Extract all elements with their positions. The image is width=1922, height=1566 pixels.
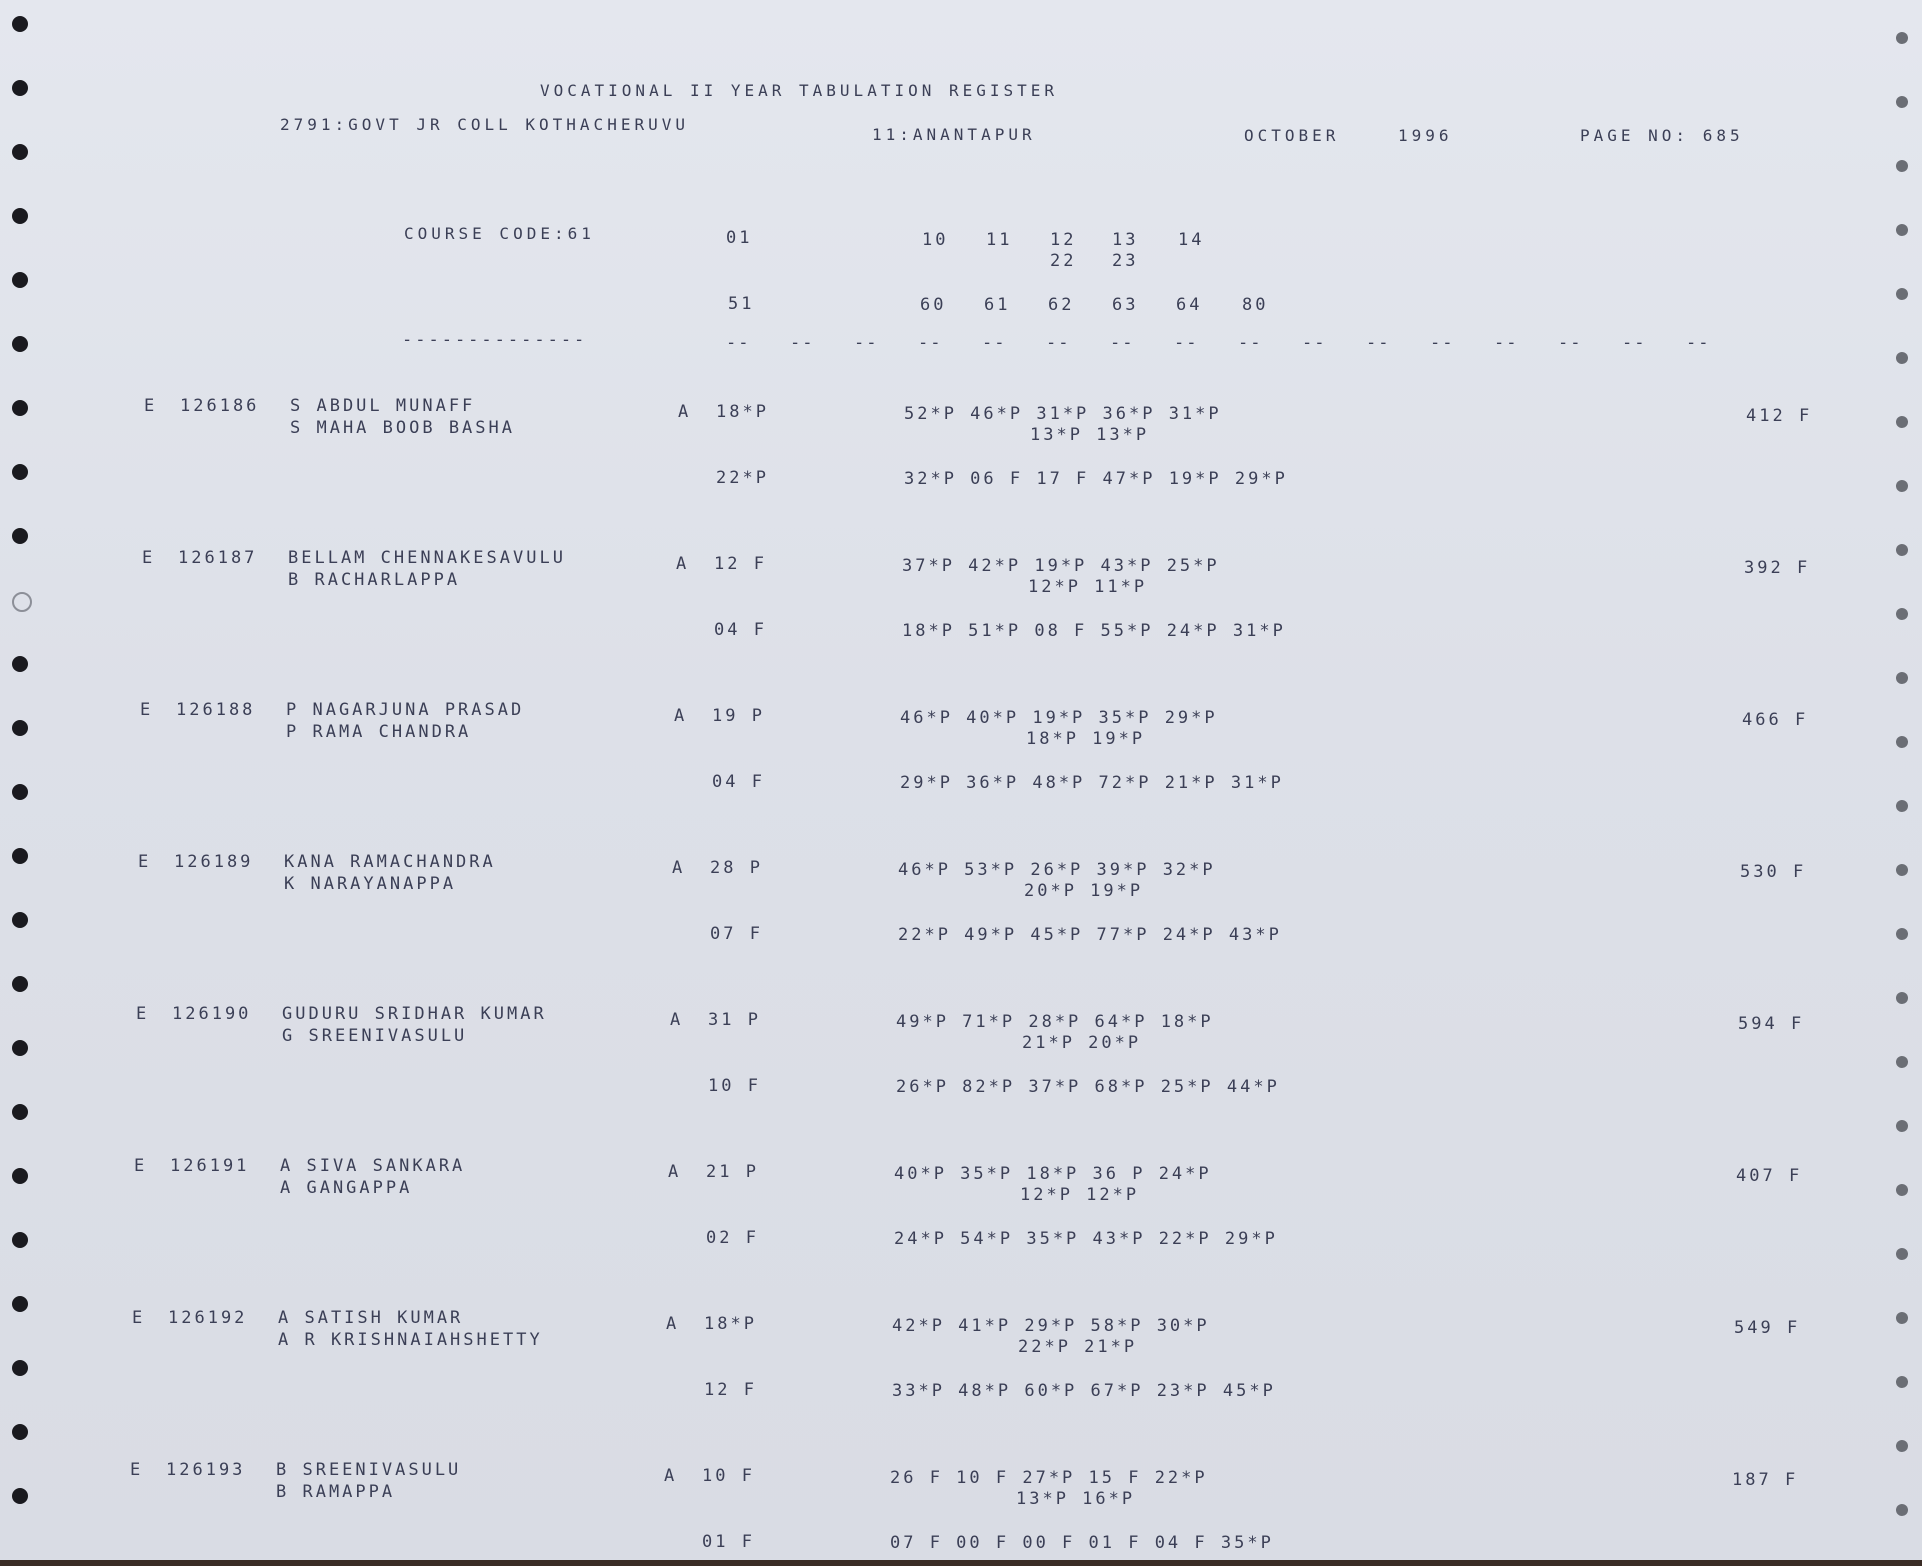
subject-subcode: 23 xyxy=(1112,251,1139,271)
part2-marks: 02 F xyxy=(706,1228,759,1248)
punch-hole-icon xyxy=(1896,1376,1908,1388)
punch-hole-icon xyxy=(12,1424,28,1440)
punch-hole-icon xyxy=(12,1168,28,1184)
total-result: 594 F xyxy=(1738,1014,1805,1034)
subject-marks: 42*P 41*P 29*P 58*P 30*P xyxy=(892,1316,1210,1336)
right-tractor-holes xyxy=(1872,0,1922,1560)
subject-code: 61 xyxy=(984,295,1011,315)
subject-code: 60 xyxy=(920,295,947,315)
total-result: 549 F xyxy=(1734,1318,1801,1338)
subject-marks: 46*P 40*P 19*P 35*P 29*P xyxy=(900,708,1218,728)
column-separator: -- xyxy=(854,333,879,353)
roll-number: 126190 xyxy=(172,1004,252,1024)
subject-marks: 37*P 42*P 19*P 43*P 25*P xyxy=(902,556,1220,576)
punch-hole-icon xyxy=(1896,800,1908,812)
subject-marks-2: 22*P 49*P 45*P 77*P 24*P 43*P xyxy=(898,925,1282,945)
column-separator: -- xyxy=(726,333,751,353)
punch-hole-icon xyxy=(12,80,28,96)
column-separator: -- xyxy=(1622,333,1647,353)
course-underline: -------------- xyxy=(402,330,588,350)
total-result: 530 F xyxy=(1740,862,1807,882)
subsidiary-marks: 12*P 11*P xyxy=(1028,577,1148,597)
part2-marks: 01 F xyxy=(702,1532,755,1552)
punch-hole-icon xyxy=(12,912,28,928)
column-separator: -- xyxy=(1494,333,1519,353)
group-code: A xyxy=(670,1010,684,1030)
roll-number: 126193 xyxy=(166,1460,246,1480)
punch-hole-icon xyxy=(1896,352,1908,364)
exam-month: OCTOBER xyxy=(1244,126,1340,145)
subsidiary-marks: 22*P 21*P xyxy=(1018,1337,1138,1357)
part1-marks: 12 F xyxy=(714,554,767,574)
column-separator: -- xyxy=(982,333,1007,353)
total-result: 187 F xyxy=(1732,1470,1799,1490)
part1-marks: 31 P xyxy=(708,1010,761,1030)
punch-hole-icon xyxy=(1896,32,1908,44)
roll-number: 126192 xyxy=(168,1308,248,1328)
column-separator: -- xyxy=(1302,333,1327,353)
group-code: A xyxy=(674,706,688,726)
father-name: A R KRISHNAIAHSHETTY xyxy=(278,1330,543,1350)
column-separator: -- xyxy=(1110,333,1135,353)
record-flag: E xyxy=(132,1308,146,1328)
father-name: A GANGAPPA xyxy=(280,1178,413,1198)
student-name: GUDURU SRIDHAR KUMAR xyxy=(282,1004,547,1024)
punch-hole-icon xyxy=(1896,416,1908,428)
subject-marks-2: 26*P 82*P 37*P 68*P 25*P 44*P xyxy=(896,1077,1280,1097)
punch-hole-icon xyxy=(12,848,28,864)
subject-code: 63 xyxy=(1112,295,1139,315)
punch-hole-icon xyxy=(1896,1056,1908,1068)
part2-marks: 12 F xyxy=(704,1380,757,1400)
page-number: PAGE NO: 685 xyxy=(1580,126,1744,145)
subject-marks-2: 07 F 00 F 00 F 01 F 04 F 35*P xyxy=(890,1533,1274,1553)
roll-number: 126188 xyxy=(176,700,256,720)
column-separator: -- xyxy=(918,333,943,353)
punch-hole-icon xyxy=(1896,1312,1908,1324)
part1-marks: 19 P xyxy=(712,706,765,726)
part2-marks: 04 F xyxy=(712,772,765,792)
subject-code: 80 xyxy=(1242,295,1269,315)
punch-hole-icon xyxy=(1896,288,1908,300)
father-name: S MAHA BOOB BASHA xyxy=(290,418,515,438)
father-name: B RACHARLAPPA xyxy=(288,570,461,590)
subject-code: 64 xyxy=(1176,295,1203,315)
group-code: A xyxy=(672,858,686,878)
punch-hole-icon xyxy=(1896,736,1908,748)
punch-hole-icon xyxy=(1896,1504,1908,1516)
punch-hole-icon xyxy=(1896,480,1908,492)
punch-hole-icon xyxy=(12,656,28,672)
subsidiary-marks: 20*P 19*P xyxy=(1024,881,1144,901)
college-name: 2791:GOVT JR COLL KOTHACHERUVU xyxy=(280,115,689,134)
column-separator: -- xyxy=(1238,333,1263,353)
punch-hole-icon xyxy=(1896,992,1908,1004)
part2-marks: 04 F xyxy=(714,620,767,640)
punch-hole-icon xyxy=(12,16,28,32)
roll-number: 126189 xyxy=(174,852,254,872)
exam-year: 1996 xyxy=(1398,126,1453,145)
punch-hole-icon xyxy=(12,144,28,160)
total-result: 466 F xyxy=(1742,710,1809,730)
student-name: P NAGARJUNA PRASAD xyxy=(286,700,525,720)
group-code: A xyxy=(668,1162,682,1182)
punch-hole-icon xyxy=(1896,1440,1908,1452)
punch-hole-icon xyxy=(12,784,28,800)
punch-hole-icon xyxy=(12,400,28,416)
total-result: 407 F xyxy=(1736,1166,1803,1186)
district-name: 11:ANANTAPUR xyxy=(872,125,1036,144)
group-code: A xyxy=(666,1314,680,1334)
student-name: A SIVA SANKARA xyxy=(280,1156,466,1176)
record-flag: E xyxy=(134,1156,148,1176)
part1-marks: 10 F xyxy=(702,1466,755,1486)
punch-hole-icon xyxy=(12,272,28,288)
punch-hole-icon xyxy=(12,528,28,544)
punch-hole-icon xyxy=(1896,608,1908,620)
register-title: VOCATIONAL II YEAR TABULATION REGISTER xyxy=(540,81,1059,100)
total-result: 392 F xyxy=(1744,558,1811,578)
punch-hole-icon xyxy=(1896,864,1908,876)
punch-hole-icon xyxy=(1896,544,1908,556)
punch-hole-icon xyxy=(12,1360,28,1376)
part1-marks: 18*P xyxy=(716,402,769,422)
record-flag: E xyxy=(142,548,156,568)
record-flag: E xyxy=(140,700,154,720)
subject-code: 14 xyxy=(1178,230,1205,250)
left-tractor-holes xyxy=(0,0,40,1560)
punch-hole-icon xyxy=(1896,672,1908,684)
subject-marks: 46*P 53*P 26*P 39*P 32*P xyxy=(898,860,1216,880)
father-name: P RAMA CHANDRA xyxy=(286,722,472,742)
record-flag: E xyxy=(130,1460,144,1480)
punch-hole-icon xyxy=(12,464,28,480)
subject-marks-2: 18*P 51*P 08 F 55*P 24*P 31*P xyxy=(902,621,1286,641)
record-flag: E xyxy=(144,396,158,416)
punch-hole-icon xyxy=(12,1296,28,1312)
punch-hole-icon xyxy=(12,1232,28,1248)
subject-marks-2: 33*P 48*P 60*P 67*P 23*P 45*P xyxy=(892,1381,1276,1401)
punch-hole-icon xyxy=(12,1040,28,1056)
subject-marks-2: 24*P 54*P 35*P 43*P 22*P 29*P xyxy=(894,1229,1278,1249)
column-separator: -- xyxy=(1046,333,1071,353)
roll-number: 126187 xyxy=(178,548,258,568)
subject-code: 12 xyxy=(1050,230,1077,250)
punch-hole-icon xyxy=(1896,1248,1908,1260)
punch-hole-icon xyxy=(1896,1184,1908,1196)
subject-code: 10 xyxy=(922,230,949,250)
subject-code: 62 xyxy=(1048,295,1075,315)
father-name: G SREENIVASULU xyxy=(282,1026,468,1046)
subsidiary-marks: 13*P 16*P xyxy=(1016,1489,1136,1509)
punch-hole-icon xyxy=(12,976,28,992)
subsidiary-marks: 13*P 13*P xyxy=(1030,425,1150,445)
part2-marks: 22*P xyxy=(716,468,769,488)
subject-marks: 40*P 35*P 18*P 36 P 24*P xyxy=(894,1164,1212,1184)
roll-number: 126191 xyxy=(170,1156,250,1176)
record-flag: E xyxy=(138,852,152,872)
student-name: A SATISH KUMAR xyxy=(278,1308,464,1328)
record-flag: E xyxy=(136,1004,150,1024)
part1-marks: 28 P xyxy=(710,858,763,878)
student-name: B SREENIVASULU xyxy=(276,1460,462,1480)
punch-hole-icon xyxy=(12,208,28,224)
punch-hole-icon xyxy=(12,592,32,612)
group-code: A xyxy=(664,1466,678,1486)
subsidiary-marks: 18*P 19*P xyxy=(1026,729,1146,749)
column-separator: -- xyxy=(1430,333,1455,353)
subject-code: 01 xyxy=(726,228,753,248)
subject-code: 11 xyxy=(986,230,1013,250)
subject-subcode: 22 xyxy=(1050,251,1077,271)
part2-marks: 07 F xyxy=(710,924,763,944)
punch-hole-icon xyxy=(1896,96,1908,108)
column-separator: -- xyxy=(1558,333,1583,353)
punch-hole-icon xyxy=(1896,928,1908,940)
subject-marks-2: 29*P 36*P 48*P 72*P 21*P 31*P xyxy=(900,773,1284,793)
part1-marks: 18*P xyxy=(704,1314,757,1334)
group-code: A xyxy=(676,554,690,574)
group-code: A xyxy=(678,402,692,422)
punch-hole-icon xyxy=(12,1104,28,1120)
part2-marks: 10 F xyxy=(708,1076,761,1096)
punch-hole-icon xyxy=(12,720,28,736)
subject-code: 13 xyxy=(1112,230,1139,250)
subsidiary-marks: 12*P 12*P xyxy=(1020,1185,1140,1205)
punch-hole-icon xyxy=(1896,1120,1908,1132)
total-result: 412 F xyxy=(1746,406,1813,426)
column-separator: -- xyxy=(1366,333,1391,353)
part1-marks: 21 P xyxy=(706,1162,759,1182)
subject-marks-2: 32*P 06 F 17 F 47*P 19*P 29*P xyxy=(904,469,1288,489)
student-name: S ABDUL MUNAFF xyxy=(290,396,476,416)
punch-hole-icon xyxy=(1896,224,1908,236)
punch-hole-icon xyxy=(1896,160,1908,172)
column-separator: -- xyxy=(1686,333,1711,353)
subject-marks: 49*P 71*P 28*P 64*P 18*P xyxy=(896,1012,1214,1032)
subsidiary-marks: 21*P 20*P xyxy=(1022,1033,1142,1053)
student-name: BELLAM CHENNAKESAVULU xyxy=(288,548,566,568)
column-separator: -- xyxy=(1174,333,1199,353)
student-name: KANA RAMACHANDRA xyxy=(284,852,496,872)
father-name: B RAMAPPA xyxy=(276,1482,396,1502)
column-separator: -- xyxy=(790,333,815,353)
subject-code: 51 xyxy=(728,294,755,314)
father-name: K NARAYANAPPA xyxy=(284,874,457,894)
punch-hole-icon xyxy=(12,1488,28,1504)
roll-number: 126186 xyxy=(180,396,260,416)
course-code-label: COURSE CODE:61 xyxy=(404,224,595,243)
subject-marks: 52*P 46*P 31*P 36*P 31*P xyxy=(904,404,1222,424)
punch-hole-icon xyxy=(12,336,28,352)
subject-marks: 26 F 10 F 27*P 15 F 22*P xyxy=(890,1468,1208,1488)
